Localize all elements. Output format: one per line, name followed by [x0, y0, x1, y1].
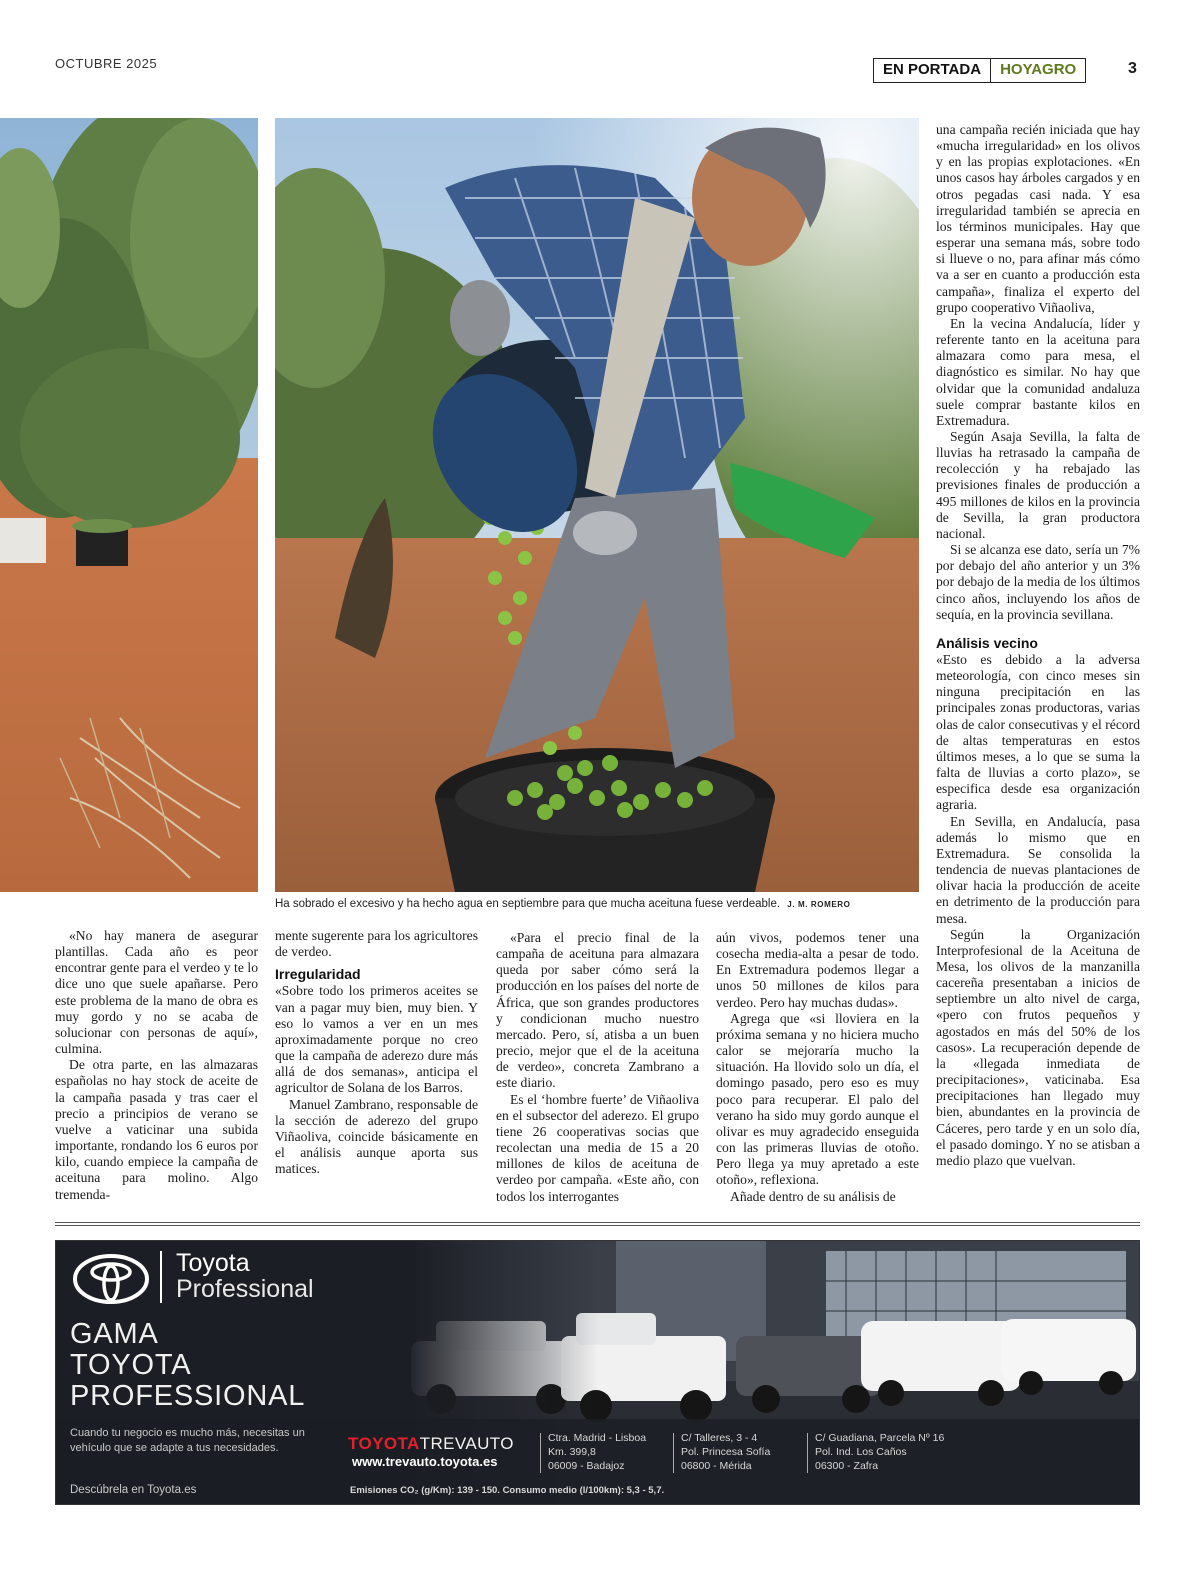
caption-text: Ha sobrado el excesivo y ha hecho agua en septiembre para que mucha aceituna fuese verdeable. [275, 898, 781, 910]
paragraph: «Sobre todo los primeros aceites se van a pagar muy bien, muy bien. Y eso lo vamos a ver en un mes aproximadamente porque no creo que la campaña de aderezo dure más allá de dos semanas», anticipa el agricultor de Solana de los Barros. [275, 983, 478, 1096]
photo-credit: J. M. ROMERO [787, 900, 851, 909]
paragraph: Si se alcanza ese dato, sería un 7% por debajo del año anterior y un 3% por debajo de la media de los últimos cinco años, incluyendo los años de sequía, en la provincia sevillana. [936, 542, 1140, 622]
article-column-5 [936, 122, 1140, 1169]
address-line: 06800 - Mérida [681, 1460, 752, 1472]
address-line: 06009 - Badajoz [548, 1460, 625, 1472]
address-line: Pol. Princesa Sofía [681, 1446, 771, 1458]
farmer-olive-harvest-photo [275, 118, 919, 892]
address-line: Pol. Ind. Los Caños [815, 1446, 907, 1458]
brand-name: Toyota [176, 1249, 250, 1277]
paragraph: mente sugerente para los agricultores de verdeo. [275, 928, 478, 960]
address-divider [807, 1433, 808, 1473]
emissions-note: Emisiones CO₂ (g/Km): 139 - 150. Consumo medio (l/100km): 5,3 - 5,7. [350, 1485, 665, 1496]
paragraph: Es el ‘hombre fuerte’ de Viñaoliva en el subsector del aderezo. El grupo tiene 26 cooperativas socias que recolectan una media de 15 a 20 millones de kilos de aceituna de verdeo por campaña. «Este año, con todos los interrogantes [496, 1091, 699, 1204]
ad-body-text: Cuando tu negocio es mucho más, necesitas un vehículo que se adapte a tus necesidades. [70, 1427, 305, 1454]
paragraph: Según la Organización Interprofesional de la Aceituna de Mesa, los olivos de la manzanilla cacereña presentaban a inicios de septiembre un alto nivel de carga, «pero con frutos pequeños y agostados en más del 50% de los casos». La recuperación depende de la «llegada inmediata de precipitaciones», vaticinaba. Esa precipitaciones han llegado muy bien, abundantes en la provincia de Cáceres, pero tarde y en un solo día, el pasado domingo. Y no se atisban a medio plazo que vuelvan. [936, 926, 1140, 1168]
paragraph: Agrega que «si lloviera en la próxima semana y no hiciera mucho calor se mejoraría mucho la situación. Ha llovido solo un día, el domingo pasado, pero eso es muy poco para recuperar. El palo del verano ha sido muy gordo aunque el olivar es muy agradecido enseguida con las primeras lluvias de otoño. Pero llega ya muy apretado a este otoño», reflexiona. [716, 1010, 919, 1188]
address-zafra [815, 1431, 944, 1473]
photo-caption [275, 896, 919, 913]
address-line: 06300 - Zafra [815, 1460, 879, 1472]
address-merida [681, 1431, 770, 1473]
subheading-irregularidad: Irregularidad [275, 966, 361, 983]
paragraph: Según Asaja Sevilla, la falta de lluvias ha retrasado la campaña de recolección y ha rebajado las previsiones finales de producción a 495 millones de kilos en la provincia de Sevilla, la gran productora nacional. [936, 428, 1140, 541]
article-column-1 [55, 928, 258, 1203]
logo-separator [160, 1251, 162, 1303]
address-line: Ctra. Madrid - Lisboa [548, 1432, 647, 1444]
ad-divider [55, 1222, 1140, 1226]
paragraph: En la vecina Andalucía, líder y referente tanto en la aceituna para almazara como para mesa, el diagnóstico es similar. No hay que olvidar que la comunidad andaluza suele comprar bastante kilos en Extremadura. [936, 315, 1140, 428]
address-line: Km. 399,8 [548, 1446, 596, 1458]
paragraph: aún vivos, podemos tener una cosecha media-alta a pesar de todo. En Extremadura podemos llegar a unos 50 millones de kilos para verdeo. Pero hay muchas dudas». [716, 930, 919, 1010]
address-line: C/ Talleres, 3 - 4 [681, 1432, 758, 1444]
address-line: C/ Guadiana, Parcela Nº 16 [815, 1432, 945, 1444]
section-name: EN PORTADA [874, 59, 991, 82]
dealer-brand: TOYOTA [348, 1434, 420, 1453]
headline-line: PROFESSIONAL [70, 1380, 306, 1412]
issue-date: OCTUBRE 2025 [55, 56, 158, 71]
dealer-label: TREVAUTO [419, 1434, 514, 1453]
dealer-name [348, 1434, 514, 1454]
olive-grove-photo [0, 118, 258, 892]
dealer-url[interactable]: www.trevauto.toyota.es [352, 1454, 498, 1469]
ad-web-link[interactable]: Descúbrela en Toyota.es [70, 1484, 197, 1496]
paragraph: «Esto es debido a la adversa meteorología, con cinco meses sin ninguna precipitación en las principales zonas productoras, varias olas de calor consecutivas y el récord de altas temperaturas en estos últimos meses, a lo que se suma la falta de lluvias a corto plazo», se especifica desde esa organización agraria. [936, 652, 1140, 813]
headline-line: TOYOTA [70, 1349, 192, 1381]
page-number: 3 [1128, 60, 1137, 77]
address-divider [673, 1433, 674, 1473]
paragraph: Manuel Zambrano, responsable de la sección de aderezo del grupo Viñaoliva, coincide básicamente en el análisis aunque aporta sus matices. [275, 1096, 478, 1177]
paragraph: De otra parte, en las almazaras españolas no hay stock de aceite de la campaña pasada y tras caer el precio a principios de verano se vuelve a vaticinar una subida importante, rondando los 6 euros por kilo, cuando empiece la campaña de aceituna para molino. Algo tremenda- [55, 1057, 258, 1202]
paragraph: una campaña recién iniciada que hay «mucha irregularidad» en los olivos y en las propias explotaciones. «En unos casos hay árboles cargados y en otros pegadas casi nada. Y esa irregularidad también se aprecia en los términos municipales. Hay que esperar una semana más, sobre todo si llueve o no, para afinar más cómo va a ser en cuanto a producción esta campaña», finaliza el experto del grupo cooperativo Viñaoliva, [936, 122, 1140, 315]
ad-headline [70, 1319, 390, 1412]
article-column-3 [496, 930, 699, 1205]
section-label [873, 58, 1086, 83]
article-column-4 [716, 930, 919, 1205]
toyota-advertisement[interactable] [55, 1240, 1140, 1505]
paragraph: En Sevilla, en Andalucía, pasa además lo mismo que en Extremadura. Se consolida la tendencia de nuevas plantaciones de olivar hacia la producción de aceite en detrimento de la producción para mesa. [936, 813, 1140, 926]
paragraph: «Para el precio final de la campaña de aceituna para almazara queda por saber cómo será la producción en los países del norte de África, que son grandes productores y condicionan mucho nuestro mercado. Pero, sí, atisba a un buen precio, mejor que el de la aceituna de verdeo», concreta Zambrano a este diario. [496, 930, 699, 1091]
address-badajoz [548, 1431, 646, 1473]
article-column-2 [275, 928, 478, 1177]
toyota-logo-icon [72, 1253, 150, 1305]
paragraph: «No hay manera de asegurar plantillas. Cada año es peor encontrar gente para el verdeo y te lo dice uno que suele apañarse. Pero este problema de la mano de obra es muy gordo y no se acaba de solucionar con personas de aquí», culmina. [55, 928, 258, 1057]
subheading-analisis-vecino: Análisis vecino [936, 634, 1038, 651]
paragraph: Añade dentro de su análisis de [730, 1188, 896, 1204]
subsection-name: HOYAGRO [1000, 61, 1077, 78]
headline-line: GAMA [70, 1318, 159, 1350]
brand-sub: Professional [176, 1275, 314, 1303]
address-divider [540, 1433, 541, 1473]
